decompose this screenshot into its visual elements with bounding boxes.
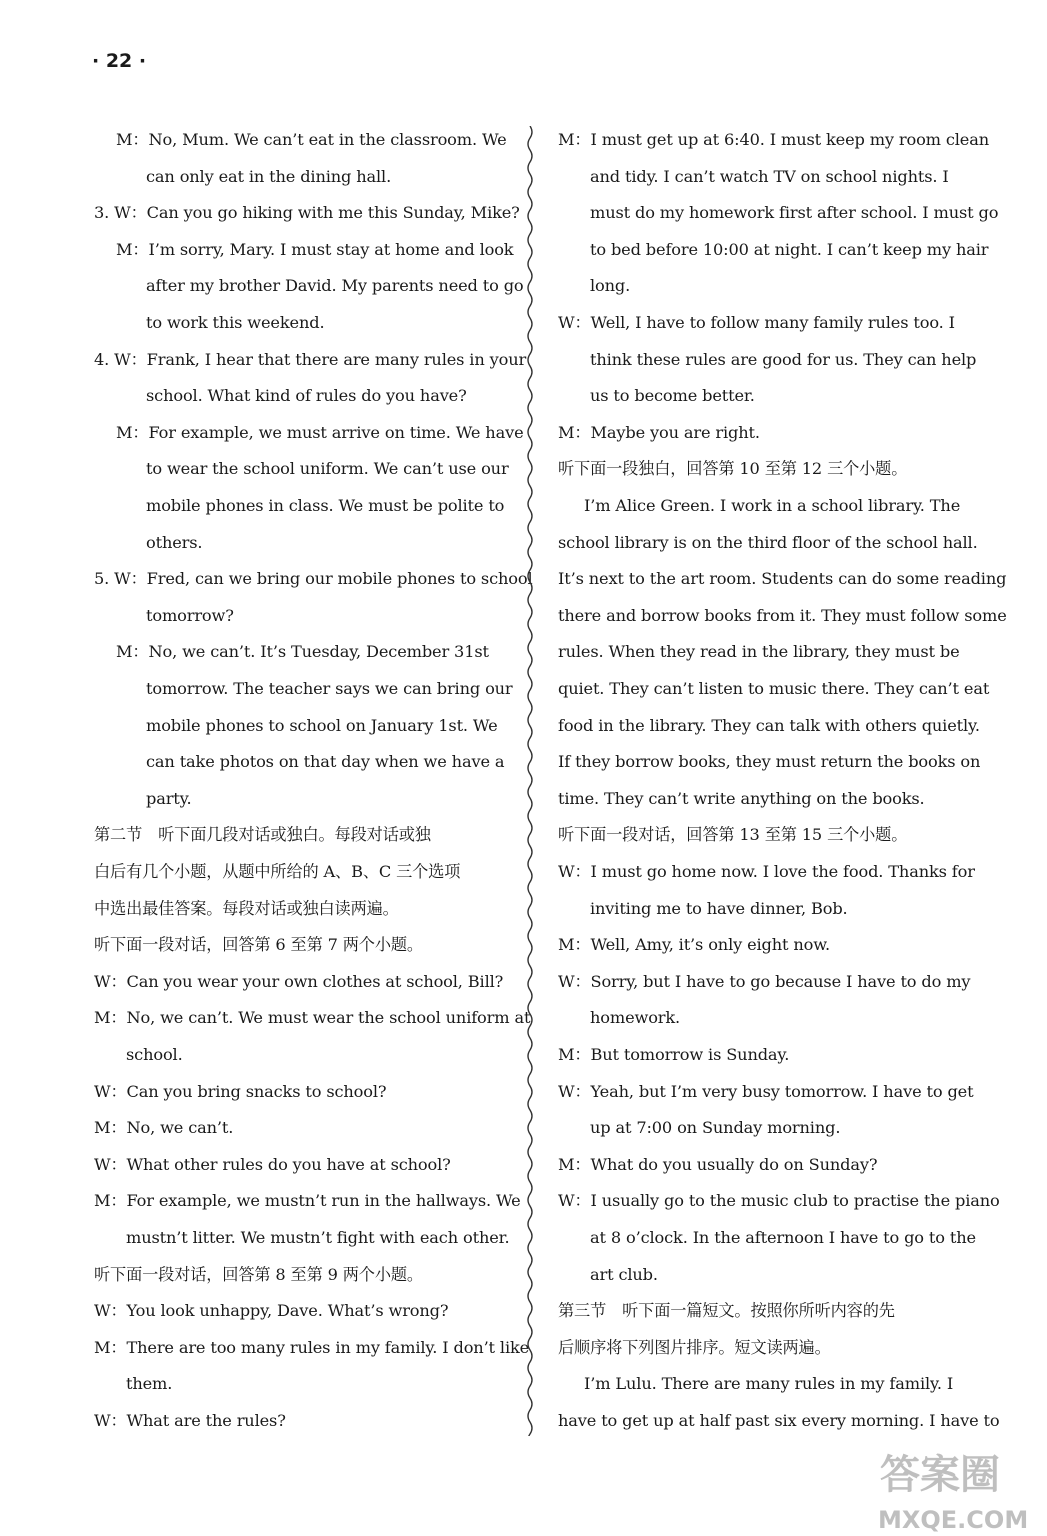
text-line: party. xyxy=(146,788,192,808)
text-line: can take photos on that day when we have a xyxy=(146,752,505,772)
text-line: can only eat in the dining hall. xyxy=(146,166,392,186)
text-line: M：Well, Amy, it’s only eight now. xyxy=(558,935,831,955)
text-line: W：I must go home now. I love the food. Thanks for xyxy=(558,862,975,881)
text-line: art club. xyxy=(590,1264,658,1284)
text-line: mustn’t litter. We mustn’t fight with each other. xyxy=(126,1228,510,1247)
text-line: 白后有几个小题，从题中所给的 A、B、C 三个选项 xyxy=(94,862,461,881)
text-line: to work this weekend. xyxy=(146,313,325,332)
text-line: have to get up at half past six every morning. I have to xyxy=(558,1411,1000,1430)
text-line: there and borrow books from it. They must follow some xyxy=(558,605,1007,625)
text-line: I’m Alice Green. I work in a school library. The xyxy=(584,496,961,515)
text-line: 4. W：Frank, I hear that there are many rules in your xyxy=(94,349,527,369)
text-line: school library is on the third floor of the school hall. xyxy=(558,532,978,552)
text-line: If they borrow books, they must return the books on xyxy=(558,752,981,772)
text-line: mobile phones to school on January 1st. We xyxy=(146,715,498,735)
text-line: W：I usually go to the music club to practise the piano xyxy=(558,1191,1000,1211)
text-line: W：Well, I have to follow many family rules too. I xyxy=(558,313,955,332)
text-line: 第二节 听下面几段对话或独白。每段对话或独 xyxy=(94,825,431,845)
text-line: I’m Lulu. There are many rules in my family. I xyxy=(584,1374,954,1394)
text-line: school. xyxy=(126,1045,183,1064)
text-line: and tidy. I can’t watch TV on school nights. I xyxy=(590,166,949,186)
text-line: quiet. They can’t listen to music there. They can’t eat xyxy=(558,679,990,698)
text-line: M：No, we can’t. We must wear the school uniform at xyxy=(94,1008,531,1028)
text-line: W：Yeah, but I’m very busy tomorrow. I have to get xyxy=(558,1081,974,1101)
text-line: to bed before 10:00 at night. I can’t keep my hair xyxy=(590,239,989,259)
text-line: W：What other rules do you have at school? xyxy=(94,1154,451,1174)
text-line: M：Maybe you are right. xyxy=(558,422,760,442)
text-line: inviting me to have dinner, Bob. xyxy=(590,898,848,918)
text-line: M：There are too many rules in my family. I don’t like xyxy=(94,1337,530,1357)
text-line: to wear the school uniform. We can’t use our xyxy=(146,459,509,479)
text-line: school. What kind of rules do you have? xyxy=(146,386,467,406)
watermark-url: MXQE.COM xyxy=(878,1506,1029,1534)
text-line: W：You look unhappy, Dave. What’s wrong? xyxy=(94,1301,449,1321)
text-line: at 8 o’clock. In the afternoon I have to go to the xyxy=(590,1228,976,1247)
text-line: 中选出最佳答案。每段对话或独白读两遍。 xyxy=(94,898,399,918)
text-line: M：I’m sorry, Mary. I must stay at home and look xyxy=(116,239,514,259)
text-line: tomorrow? xyxy=(146,605,234,625)
text-line: M：I must get up at 6:40. I must keep my room clean xyxy=(558,130,990,149)
text-line: M：What do you usually do on Sunday? xyxy=(558,1154,878,1174)
text-line: after my brother David. My parents need to go xyxy=(146,276,524,296)
text-line: 听下面一段对话，回答第 8 至第 9 两个小题。 xyxy=(94,1264,423,1284)
text-line: 听下面一段独白，回答第 10 至第 12 三个小题。 xyxy=(558,459,908,479)
text-line: long. xyxy=(590,276,631,296)
text-line: W：What are the rules? xyxy=(94,1411,286,1430)
text-line: It’s next to the art room. Students can do some reading xyxy=(558,569,1007,589)
text-line: 听下面一段对话，回答第 6 至第 7 两个小题。 xyxy=(94,935,423,955)
text-line: must do my homework first after school. I must go xyxy=(590,203,999,223)
text-line: us to become better. xyxy=(590,386,755,406)
text-line: food in the library. They can talk with others quietly. xyxy=(558,715,980,735)
text-line: mobile phones in class. We must be polite to xyxy=(146,496,505,515)
text-line: M：But tomorrow is Sunday. xyxy=(558,1045,790,1064)
text-line: W：Sorry, but I have to go because I have to do my xyxy=(558,971,971,991)
text-line: W：Can you wear your own clothes at school, Bill? xyxy=(94,971,504,991)
column-divider xyxy=(524,126,536,1436)
text-line: M：For example, we mustn’t run in the hallways. We xyxy=(94,1191,521,1211)
text-line: time. They can’t write anything on the books. xyxy=(558,788,925,808)
text-line: M：No, we can’t. It’s Tuesday, December 31st xyxy=(116,642,489,662)
text-line: others. xyxy=(146,532,203,552)
text-line: rules. When they read in the library, they must be xyxy=(558,642,960,662)
text-line: tomorrow. The teacher says we can bring our xyxy=(146,679,513,698)
watermark-title: 答案圈 xyxy=(880,1452,1000,1498)
page-number: · 22 · xyxy=(92,50,147,72)
text-line: M：No, we can’t. xyxy=(94,1118,234,1138)
text-line: up at 7:00 on Sunday morning. xyxy=(590,1118,841,1138)
text-line: M：No, Mum. We can’t eat in the classroom. We xyxy=(116,130,507,149)
text-line: 3. W：Can you go hiking with me this Sunday, Mike? xyxy=(94,203,520,223)
text-line: 听下面一段对话，回答第 13 至第 15 三个小题。 xyxy=(558,825,908,845)
text-line: homework. xyxy=(590,1008,681,1028)
text-line: 第三节 听下面一篇短文。按照你所听内容的先 xyxy=(558,1301,895,1321)
text-line: W：Can you bring snacks to school? xyxy=(94,1081,387,1101)
text-line: M：For example, we must arrive on time. We have xyxy=(116,422,524,442)
watermark-logo xyxy=(860,1440,1040,1536)
text-line: 5. W：Fred, can we bring our mobile phones to school xyxy=(94,569,533,589)
text-line: think these rules are good for us. They can help xyxy=(590,349,977,369)
text-line: 后顺序将下列图片排序。短文读两遍。 xyxy=(558,1337,831,1357)
text-line: them. xyxy=(126,1374,173,1394)
